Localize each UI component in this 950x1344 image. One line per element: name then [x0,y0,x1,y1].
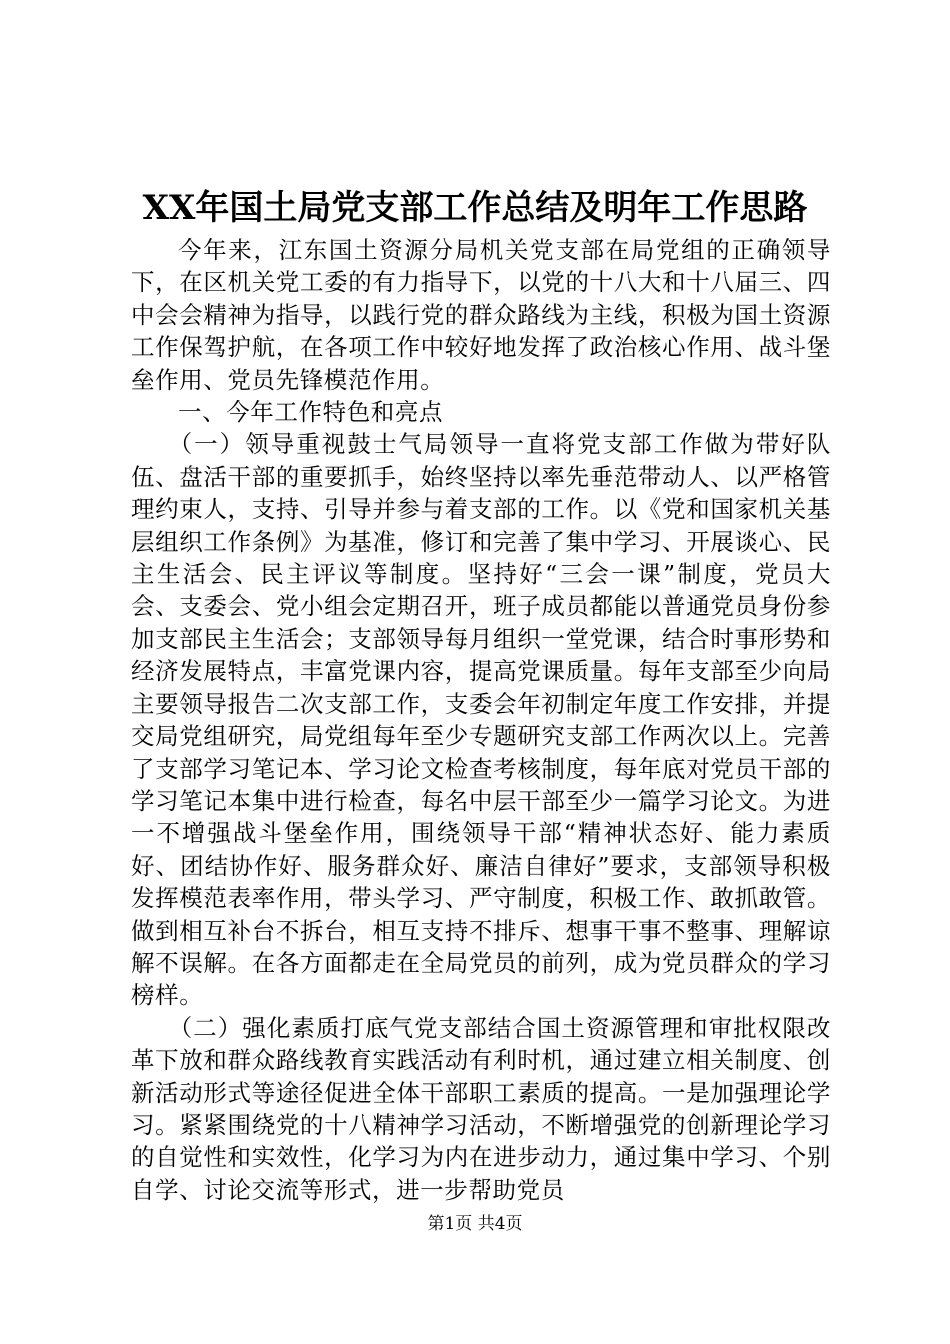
document-title: XX年国土局党支部工作总结及明年工作思路 [142,188,808,228]
item-paragraph-1: （一）领导重视鼓士气局领导一直将党支部工作做为带好队伍、盘活干部的重要抓手，始终坚持以率先垂范带动人、以严格管理约束人，支持、引导并参与着支部的工作。以《党和国家机关基层组织工作条例》为基准，修订和完善了集中学习、开展谈心、民主生活会、民主评议等制度。坚持好“三会一课”制度，党员大会、支委会、党小组会定期召开，班子成员都能以普通党员身份参加支部民主生活会；支部领导每月组织一堂党课，结合时事形势和经济发展特点，丰富党课内容，提高党课质量。每年支部至少向局主要领导报告二次支部工作，支委会年初制定年度工作安排，并提交局党组研究，局党组每年至少专题研究支部工作两次以上。完善了支部学习笔记本、学习论文检查考核制度，每年底对党员干部的学习笔记本集中进行检查，每名中层干部至少一篇学习论文。为进一不增强战斗堡垒作用，围绕领导干部“精神状态好、能力素质好、团结协作好、服务群众好、廉洁自律好”要求，支部领导积极发挥模范表率作用，带头学习、严守制度，积极工作、敢抓敢管。做到相互补台不拆台，相互支持不排斥、想事干事不整事、理解谅解不误解。在各方面都走在全局党员的前列，成为党员群众的学习榜样。 [131,430,831,1010]
page-footer: 第1页 共4页 [427,1214,523,1234]
document-body [131,234,831,1206]
item-paragraph-2: （二）强化素质打底气党支部结合国土资源管理和审批权限改革下放和群众路线教育实践活动有利时机，通过建立相关制度、创新活动形式等途径促进全体干部职工素质的提高。一是加强理论学习。紧紧围绕党的十八精神学习活动，不断增强党的创新理论学习的自觉性和实效性，化学习为内在进步动力，通过集中学习、个别自学、讨论交流等形式，进一步帮助党员 [131,1013,831,1204]
intro-paragraph: 今年来，江东国土资源分局机关党支部在局党组的正确领导下，在区机关党工委的有力指导下，以党的十八大和十八届三、四中会会精神为指导，以践行党的群众路线为主线，积极为国土资源工作保驾护航，在各项工作中较好地发挥了政治核心作用、战斗堡垒作用、党员先锋模范作用。 [131,236,831,394]
section-heading: 一、今年工作特色和亮点 [178,398,444,427]
